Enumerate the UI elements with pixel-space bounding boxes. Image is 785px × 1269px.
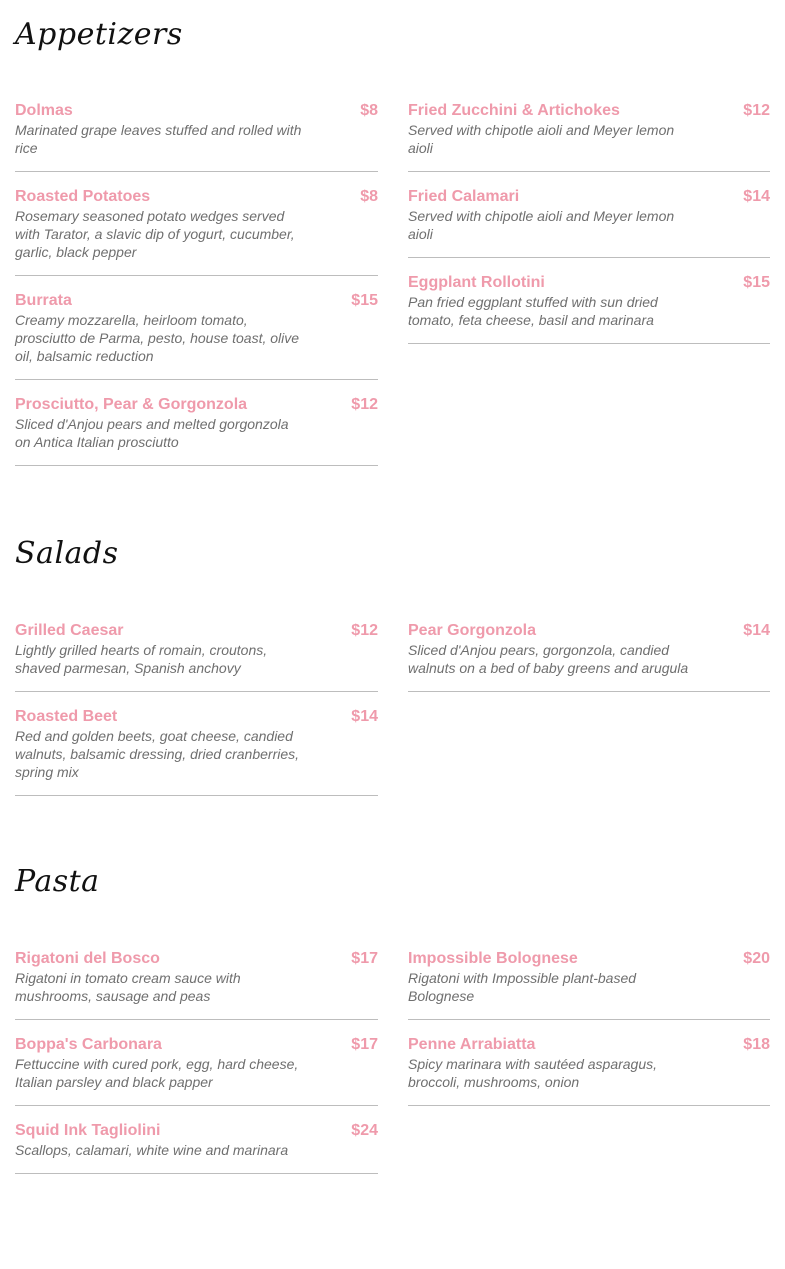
menu-item-price: $14	[743, 188, 770, 205]
menu-item-name: Squid Ink Tagliolini	[15, 1122, 161, 1139]
menu-item-header	[408, 102, 770, 121]
menu-item-name: Impossible Bolognese	[408, 950, 578, 967]
menu-item	[15, 708, 378, 796]
menu-item-name: Roasted Potatoes	[15, 188, 151, 205]
menu-item	[15, 1036, 378, 1106]
menu-item-name: Fried Calamari	[408, 188, 520, 205]
section-title: Salads	[15, 536, 119, 571]
salads-right-column	[408, 622, 770, 708]
appetizers-left-column	[15, 102, 378, 482]
menu-item-header	[408, 1036, 770, 1055]
menu-item-name: Fried Zucchini & Artichokes	[408, 102, 620, 119]
menu-item-price: $8	[360, 188, 378, 205]
menu-item-header	[408, 622, 770, 641]
menu-item	[15, 622, 378, 692]
menu-item-header	[408, 950, 770, 969]
menu-item-header	[15, 102, 378, 121]
menu-item-header	[15, 708, 378, 727]
menu-item-name: Prosciutto, Pear & Gorgonzola	[15, 396, 248, 413]
menu-item	[408, 950, 770, 1020]
menu-item-header	[15, 950, 378, 969]
menu-item	[408, 1036, 770, 1106]
menu-item-header	[15, 1122, 378, 1141]
menu-item-description: Scallops, calamari, white wine and marinara	[15, 1142, 289, 1158]
menu-item-name: Dolmas	[15, 102, 73, 119]
menu-item-name: Pear Gorgonzola	[408, 622, 537, 639]
menu-item-price: $15	[351, 292, 378, 309]
menu-item-name: Burrata	[15, 292, 72, 309]
menu-item-price: $14	[351, 708, 378, 725]
menu-item	[15, 102, 378, 172]
menu-item-price: $20	[743, 950, 770, 967]
pasta-right-column	[408, 950, 770, 1122]
appetizers-right-column	[408, 102, 770, 360]
menu-item-description: Sliced d'Anjou pears, gorgonzola, candied walnuts on a bed of baby greens and arugula	[408, 642, 689, 676]
section-title: Pasta	[15, 864, 100, 899]
menu-item-price: $12	[743, 102, 770, 119]
menu-item-name: Eggplant Rollotini	[408, 274, 545, 291]
menu-item-header	[15, 292, 378, 311]
menu-item	[15, 1122, 378, 1174]
menu-item	[408, 274, 770, 344]
menu-item-name: Boppa's Carbonara	[15, 1036, 162, 1053]
menu-item-header	[408, 188, 770, 207]
menu-item-header	[15, 188, 378, 207]
menu-item-price: $8	[360, 102, 378, 119]
menu-item-name: Rigatoni del Bosco	[15, 950, 160, 967]
menu-item-description: Rigatoni in tomato cream sauce with mushrooms, sausage and peas	[15, 970, 241, 1004]
menu-item	[15, 292, 378, 380]
menu-item-name: Roasted Beet	[15, 708, 118, 725]
menu-item-description: Creamy mozzarella, heirloom tomato, prosciutto de Parma, pesto, house toast, olive oil, balsamic reduction	[15, 312, 300, 364]
menu-item-description: Rosemary seasoned potato wedges served with Tarator, a slavic dip of yogurt, cucumber, garlic, black pepper	[15, 208, 295, 260]
menu-item-header	[15, 622, 378, 641]
menu-item-header	[15, 1036, 378, 1055]
menu-item-description: Lightly grilled hearts of romain, croutons, shaved parmesan, Spanish anchovy	[15, 642, 268, 676]
section-title: Appetizers	[15, 17, 183, 52]
menu-item-description: Pan fried eggplant stuffed with sun dried tomato, feta cheese, basil and marinara	[408, 294, 658, 328]
menu-item	[15, 188, 378, 276]
pasta-left-column	[15, 950, 378, 1190]
menu-item-price: $18	[743, 1036, 770, 1053]
menu-item-description: Fettuccine with cured pork, egg, hard cheese, Italian parsley and black papper	[15, 1056, 299, 1090]
menu-item-description: Served with chipotle aioli and Meyer lemon aioli	[408, 122, 675, 156]
menu-item	[15, 950, 378, 1020]
menu-item-price: $12	[351, 396, 378, 413]
menu-item-name: Grilled Caesar	[15, 622, 124, 639]
menu-item-header	[408, 274, 770, 293]
menu-item-description: Rigatoni with Impossible plant-based Bolognese	[408, 970, 637, 1004]
menu-item-price: $17	[351, 1036, 378, 1053]
menu-item-price: $12	[351, 622, 378, 639]
menu-item-description: Marinated grape leaves stuffed and rolled with rice	[15, 122, 302, 156]
menu-item	[15, 396, 378, 466]
menu-item-price: $24	[351, 1122, 378, 1139]
menu-item-description: Served with chipotle aioli and Meyer lemon aioli	[408, 208, 675, 242]
menu-item-price: $17	[351, 950, 378, 967]
menu-item-name: Penne Arrabiatta	[408, 1036, 536, 1053]
menu-item-description: Red and golden beets, goat cheese, candied walnuts, balsamic dressing, dried cranberries, spring mix	[15, 728, 300, 780]
menu-item	[408, 622, 770, 692]
menu-item	[408, 188, 770, 258]
menu-item-price: $15	[743, 274, 770, 291]
menu-item	[408, 102, 770, 172]
salads-left-column	[15, 622, 378, 812]
menu-item-price: $14	[743, 622, 770, 639]
menu-item-description: Spicy marinara with sautéed asparagus, broccoli, mushrooms, onion	[408, 1056, 658, 1090]
menu-item-header	[15, 396, 378, 415]
menu-item-description: Sliced d'Anjou pears and melted gorgonzola on Antica Italian prosciutto	[15, 416, 289, 450]
